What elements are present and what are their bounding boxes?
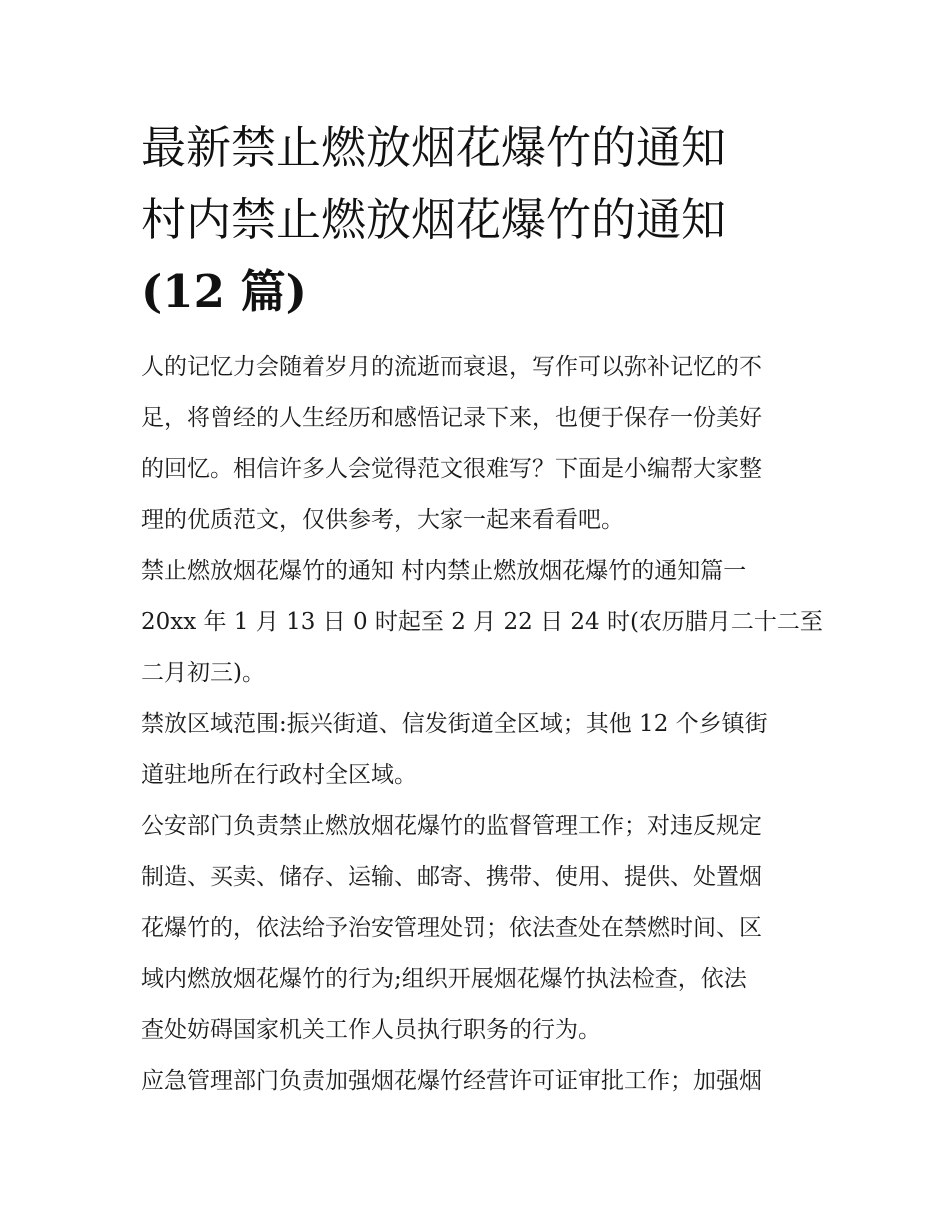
document-title (141, 112, 815, 328)
time-range-paragraph (141, 597, 823, 699)
paragraph-line: 应急管理部门负责加强烟花爆竹经营许可证审批工作；加强烟 (141, 1068, 762, 1094)
paragraph-line: 足，将曾经的人生经历和感悟记录下来，也便于保存一份美好 (141, 405, 762, 431)
paragraph-line: 二月初三)。 (141, 660, 265, 686)
paragraph-line: 道驻地所在行政村全区域。 (141, 762, 417, 788)
intro-paragraph (141, 342, 815, 546)
title-line-1: 最新禁止燃放烟花爆竹的通知 (141, 121, 727, 174)
paragraph-line: 人的记忆力会随着岁月的流逝而衰退，写作可以弥补记忆的不 (141, 354, 762, 380)
document-body (141, 342, 823, 1107)
paragraph-line: 公安部门负责禁止燃放烟花爆竹的监督管理工作；对违反规定 (141, 813, 762, 839)
paragraph-line: 理的优质范文，仅供参考，大家一起来看看吧。 (141, 507, 624, 533)
paragraph-line: 禁止燃放烟花爆竹的通知 村内禁止燃放烟花爆竹的通知篇一 (141, 558, 747, 584)
title-line-2: 村内禁止燃放烟花爆竹的通知 (141, 193, 727, 246)
police-duty-paragraph (141, 801, 815, 1056)
paragraph-line: 的回忆。相信许多人会觉得范文很难写？下面是小编帮大家整 (141, 456, 762, 482)
paragraph-line: 花爆竹的，依法给予治安管理处罚；依法查处在禁燃时间、区 (141, 915, 762, 941)
paragraph-line: 域内燃放烟花爆竹的行为;组织开展烟花爆竹执法检查，依法 (141, 966, 747, 992)
document-content (141, 112, 823, 1107)
paragraph-line: 20xx 年 1 月 13 日 0 时起至 2 月 22 日 24 时(农历腊月二十二至 (141, 609, 823, 635)
area-range-paragraph (141, 699, 815, 801)
paragraph-line: 禁放区域范围:振兴街道、信发街道全区域；其他 12 个乡镇街 (141, 711, 768, 737)
title-line-3: (12 篇) (141, 265, 307, 318)
section-heading-paragraph (141, 546, 815, 597)
paragraph-line: 查处妨碍国家机关工作人员执行职务的行为。 (141, 1017, 601, 1043)
emergency-duty-paragraph (141, 1056, 815, 1107)
paragraph-line: 制造、买卖、储存、运输、邮寄、携带、使用、提供、处置烟 (141, 864, 762, 890)
